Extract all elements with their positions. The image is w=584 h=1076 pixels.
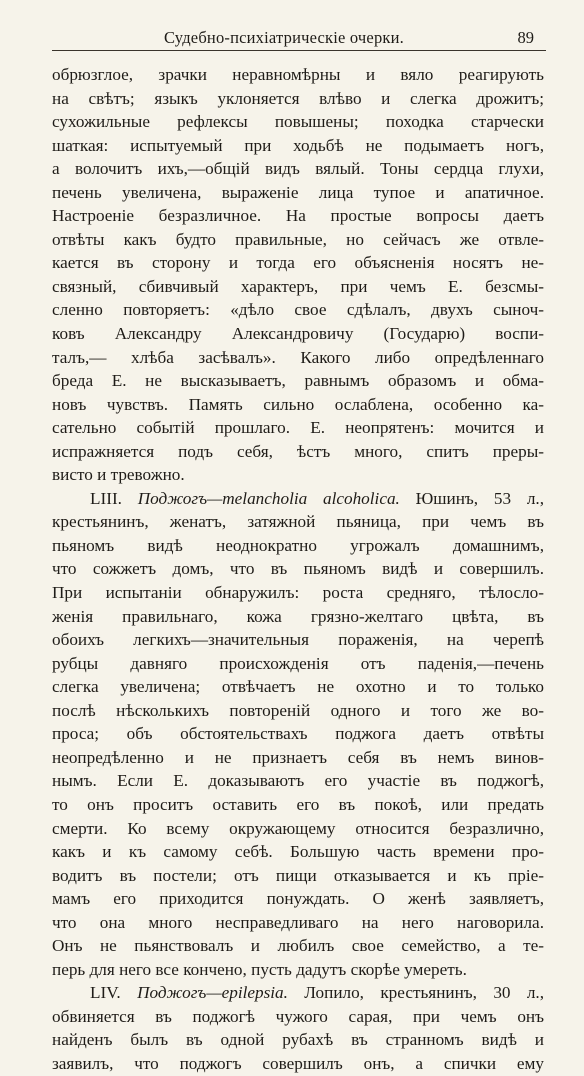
text-line xyxy=(52,298,544,322)
text-line xyxy=(52,134,544,158)
line-text: При испытаніи обнаружилъ: роста средняго, тѣлосло- xyxy=(52,583,544,603)
line-text: Лопило, крестьянинъ, 30 л., xyxy=(304,983,545,1003)
line-text: крестьянинъ, женатъ, затяжной пьяница, при чемъ въ xyxy=(52,512,544,532)
header-rule xyxy=(52,50,546,51)
line-text: новъ чувствъ. Память сильно ослаблена, особенно ка- xyxy=(52,394,544,414)
text-line xyxy=(52,510,544,534)
line-text: кается въ сторону и тогда его объясненія носятъ не- xyxy=(52,253,544,273)
line-text: Настроеніе безразличное. На простые вопросы даетъ xyxy=(52,206,544,226)
text-line xyxy=(52,840,544,864)
line-text: заявилъ, что поджогъ совершилъ онъ, а спички ему xyxy=(52,1053,544,1073)
text-line xyxy=(52,416,544,440)
line-text: женія правильнаго, кожа грязно-желтаго цвѣта, въ xyxy=(52,606,544,626)
text-line xyxy=(52,605,544,629)
text-line xyxy=(52,369,544,393)
text-line xyxy=(52,817,544,841)
line-text: талъ,— хлѣба засѣвалъ». Какого либо опредѣленнаго xyxy=(52,347,544,367)
line-text: бреда Е. не высказываетъ, равнымъ образомъ и обма- xyxy=(52,371,544,391)
text-line xyxy=(52,1005,544,1029)
text-line xyxy=(52,204,544,228)
line-text: шаткая: испытуемый при ходьбѣ не подымаетъ ногъ, xyxy=(52,135,544,155)
text-line xyxy=(52,911,544,935)
body-text xyxy=(52,63,544,1076)
text-line xyxy=(52,534,544,558)
line-text: мамъ его приходится понуждать. О женѣ заявляетъ, xyxy=(52,889,544,909)
line-text: послѣ нѣсколькихъ повтореній одного и того же во- xyxy=(52,700,544,720)
text-line xyxy=(52,322,544,346)
line-text: нымъ. Если Е. доказываютъ его участіе въ поджогѣ, xyxy=(52,771,544,791)
line-text: что сожжетъ домъ, что въ пьяномъ видѣ и совершилъ. xyxy=(52,559,544,579)
text-line xyxy=(52,887,544,911)
text-line xyxy=(52,722,544,746)
text-line xyxy=(52,275,544,299)
line-text: висто и тревожно. xyxy=(52,465,185,485)
text-line xyxy=(52,110,544,134)
case-title: Поджогъ—epilepsia. xyxy=(137,983,288,1003)
line-text: то онъ проситъ оставить его въ покоѣ, или предать xyxy=(52,794,544,814)
line-text: какъ и къ самому себѣ. Большую часть времени про- xyxy=(52,842,544,862)
text-line xyxy=(52,746,544,770)
text-line xyxy=(52,958,544,982)
text-line xyxy=(52,228,544,252)
text-line xyxy=(52,440,544,464)
text-line xyxy=(52,463,544,487)
line-text: испражняется подъ себя, ѣстъ много, спитъ преры- xyxy=(52,441,544,461)
line-text: пьяномъ видѣ неоднократно угрожалъ домашнимъ, xyxy=(52,535,544,555)
line-text: неопредѣленно и не признаетъ себя въ немъ винов- xyxy=(52,747,544,767)
text-line xyxy=(52,793,544,817)
text-line xyxy=(52,346,544,370)
line-text: найденъ былъ въ одной рубахѣ въ странномъ видѣ и xyxy=(52,1030,544,1050)
line-text: обвиняется въ поджогѣ чужого сарая, при чемъ онъ xyxy=(52,1006,544,1026)
text-line xyxy=(52,63,544,87)
text-line xyxy=(52,581,544,605)
running-title: Судебно-психіатрическіе очерки. xyxy=(164,28,404,47)
line-text: обрюзглое, зрачки неравномѣрны и вяло реагирують xyxy=(52,65,544,84)
text-line xyxy=(52,652,544,676)
line-text: связный, сбивчивый характеръ, при чемъ Е. безсмы- xyxy=(52,276,544,296)
page-number: 89 xyxy=(517,28,534,47)
line-text: а волочитъ ихъ,—общій видъ вялый. Тоны сердца глухи, xyxy=(52,159,544,179)
line-text: сательно событій прошлаго. Е. неопрятенъ: мочится и xyxy=(52,418,544,438)
text-line xyxy=(52,981,544,1005)
text-line xyxy=(52,1052,544,1076)
text-line xyxy=(52,487,544,511)
line-text: рубцы давняго происхожденія отъ паденія,—печень xyxy=(52,653,544,673)
line-text: сленно повторяетъ: «дѣло свое сдѣлалъ, двухъ сыноч- xyxy=(52,300,544,320)
line-text: Онъ не пьянствовалъ и любилъ свое семейство, а те- xyxy=(52,936,544,956)
text-line xyxy=(52,393,544,417)
text-line xyxy=(52,699,544,723)
text-line xyxy=(52,157,544,181)
line-text: перь для него все кончено, пусть дадутъ скорѣе умереть. xyxy=(52,959,467,979)
text-line xyxy=(52,181,544,205)
line-text: слегка увеличена; отвѣчаетъ не охотно и то только xyxy=(52,677,544,697)
line-text: сухожильные рефлексы повышены; походка старчески xyxy=(52,112,544,132)
text-line xyxy=(52,628,544,652)
text-line xyxy=(52,769,544,793)
line-text: что она много несправедливаго на него наговорила. xyxy=(52,912,544,932)
case-title: Поджогъ—melancholia alcoholica. xyxy=(137,488,400,508)
line-text: отвѣты какъ будто правильные, но сейчасъ же отвле- xyxy=(52,229,544,249)
line-text: печень увеличена, выраженіе лица тупое и апатичное. xyxy=(52,182,544,202)
line-text: ковъ Александру Александровичу (Государю) воспи- xyxy=(52,324,544,344)
text-line xyxy=(52,934,544,958)
line-text: Юшинъ, 53 л., xyxy=(415,488,544,508)
page-header xyxy=(0,26,584,56)
text-line xyxy=(52,251,544,275)
line-text: на свѣтъ; языкъ уклоняется влѣво и слегка дрожитъ; xyxy=(52,88,544,108)
text-line xyxy=(52,557,544,581)
line-text: обоихъ легкихъ—значительныя пораженія, на черепѣ xyxy=(52,630,544,650)
line-text: смерти. Ко всему окружающему относится безразлично, xyxy=(52,818,544,838)
case-number: LIV. xyxy=(90,983,121,1003)
text-line xyxy=(52,864,544,888)
case-number: LIII. xyxy=(90,488,122,508)
line-text: проса; объ обстоятельствахъ поджога даетъ отвѣты xyxy=(52,724,544,744)
text-line xyxy=(52,87,544,111)
line-text: водитъ въ постели; отъ пищи отказывается и къ пріе- xyxy=(52,865,544,885)
text-line xyxy=(52,1028,544,1052)
text-line xyxy=(52,675,544,699)
